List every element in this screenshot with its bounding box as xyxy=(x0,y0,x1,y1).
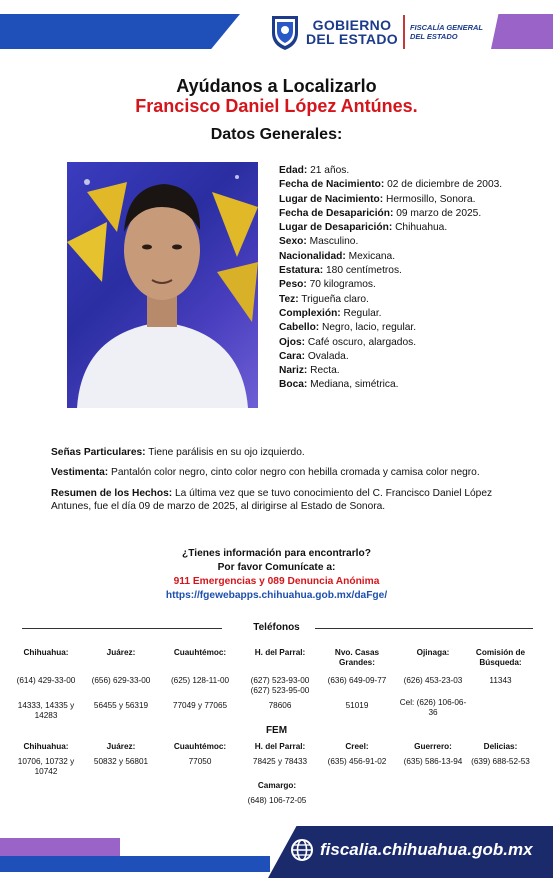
detail-label: Nacionalidad: xyxy=(279,250,346,262)
detail-value: Mediana, simétrica. xyxy=(307,379,399,391)
detail-value: Negro, lacio, regular. xyxy=(319,322,417,334)
phone-alt: 56455 y 56319 xyxy=(93,701,149,710)
cta-question: ¿Tienes información para encontrarlo? xyxy=(182,548,371,559)
phone-city: Ojinaga: xyxy=(416,648,450,657)
fem-city: Delicias: xyxy=(483,742,518,751)
fem-number: 50832 y 56801 xyxy=(93,757,149,766)
detail-row xyxy=(279,336,509,350)
phone-city: Nvo. Casas Grandes: xyxy=(334,648,380,667)
state-shield-icon xyxy=(270,13,300,51)
phone-alt: 78606 xyxy=(268,701,292,710)
general-details xyxy=(279,164,509,393)
phone-city: H. del Parral: xyxy=(254,648,306,657)
case-summary-value: La última vez que se tuvo conocimiento del C. Francisco Daniel López Antunes, fue el día 09 de marzo de 2025, al dirigirse al Estado de Sonora. xyxy=(51,488,493,512)
detail-label: Tez: xyxy=(279,293,299,305)
detail-value: 70 kilogramos. xyxy=(306,279,376,291)
footer-url-text: fiscalia.chihuahua.gob.mx xyxy=(320,840,533,859)
cta-url-link[interactable]: https://fgewebapps.chihuahua.gob.mx/daFge/ xyxy=(165,590,388,601)
detail-value: Regular. xyxy=(340,307,382,319)
phone-alt: 51019 xyxy=(345,701,369,710)
detail-value: Recta. xyxy=(307,365,340,377)
detail-label: Peso: xyxy=(279,279,307,291)
person-photo-illustration xyxy=(67,162,258,408)
fem-city: Cuauhtémoc: xyxy=(173,742,227,751)
detail-label: Complexión: xyxy=(279,307,341,319)
fem-city: Guerrero: xyxy=(414,742,452,751)
phone-number: (626) 453-23-03 xyxy=(403,676,463,685)
detail-row xyxy=(279,250,509,264)
cta-emergency: 911 Emergencias y 089 Denuncia Anónima xyxy=(173,576,380,587)
phone-number: (636) 649-09-77 xyxy=(327,676,387,685)
fem-number: (639) 688-52-53 xyxy=(471,757,530,766)
footer-bar-purple xyxy=(0,838,120,856)
page-title: Ayúdanos a Localizarlo xyxy=(176,76,377,96)
distinctive-marks-value: Tiene parálisis en su ojo izquierdo. xyxy=(145,447,305,458)
detail-row xyxy=(279,321,509,335)
detail-label: Nariz: xyxy=(279,365,308,377)
detail-value: 09 marzo de 2025. xyxy=(393,207,482,219)
detail-label: Ojos: xyxy=(279,336,306,348)
globe-icon xyxy=(290,838,314,862)
detail-value: Chihuahua. xyxy=(392,222,448,234)
phone-number: (656) 629-33-00 xyxy=(91,676,151,685)
phone-city: Chihuahua: xyxy=(23,648,69,657)
case-summary xyxy=(51,487,513,513)
distinctive-marks xyxy=(51,446,513,459)
fiscalia-line2: DEL ESTADO xyxy=(409,32,458,41)
section-title: Datos Generales: xyxy=(210,126,343,143)
phone-number: (625) 128-11-00 xyxy=(170,676,230,685)
detail-label: Edad: xyxy=(279,165,308,176)
detail-value: 180 centímetros. xyxy=(323,265,402,277)
detail-label: Sexo: xyxy=(279,236,307,248)
footer-website-link[interactable] xyxy=(290,838,533,862)
distinctive-marks-label: Señas Particulares: xyxy=(51,447,146,458)
detail-row xyxy=(279,350,509,364)
fem-city: Chihuahua: xyxy=(23,742,69,751)
phone-alt: 77049 y 77065 xyxy=(172,701,228,710)
detail-row xyxy=(279,221,509,235)
cta-subtitle: Por favor Comunícate a: xyxy=(217,562,336,573)
phones-title: Teléfonos xyxy=(253,622,300,633)
fem-number: (635) 456-91-02 xyxy=(327,757,387,766)
header-bar-left xyxy=(0,14,240,49)
gov-line1: GOBIERNO xyxy=(312,17,392,33)
detail-row xyxy=(279,364,509,378)
detail-row xyxy=(279,264,509,278)
government-logo xyxy=(270,12,483,52)
detail-row xyxy=(279,293,509,307)
detail-row xyxy=(279,378,509,392)
clothing xyxy=(51,466,513,479)
fem-city: Creel: xyxy=(345,742,369,751)
detail-label: Lugar de Desaparición: xyxy=(279,222,393,234)
detail-value: Mexicana. xyxy=(345,250,396,262)
detail-label: Lugar de Nacimiento: xyxy=(279,193,384,205)
detail-value: Ovalada. xyxy=(305,350,349,362)
detail-row xyxy=(279,164,509,178)
detail-label: Fecha de Desaparición: xyxy=(279,207,394,219)
fiscalia-line1: FISCALÍA GENERAL xyxy=(409,23,483,32)
clothing-value: Pantalón color negro, cinto color negro con hebilla cromada y camisa color negro. xyxy=(108,467,480,478)
detail-label: Fecha de Nacimiento: xyxy=(279,179,385,191)
phone-number: 11343 xyxy=(489,676,512,685)
phone-city: Juárez: xyxy=(106,648,136,657)
detail-row xyxy=(279,307,509,321)
header-bar-right xyxy=(491,14,553,49)
phone-number: (627) 523-93-00 (627) 523-95-00 xyxy=(250,676,310,695)
gov-line2: DEL ESTADO xyxy=(306,31,398,47)
detail-row xyxy=(279,235,509,249)
fem-number: 78425 y 78433 xyxy=(252,757,308,766)
fem-title: FEM xyxy=(265,725,288,736)
detail-label: Cara: xyxy=(279,350,306,362)
phone-alt: Cel: (626) 106-06-36 xyxy=(399,698,467,717)
detail-value: 21 años. xyxy=(307,165,350,176)
detail-value: Masculino. xyxy=(306,236,359,248)
phone-city: Comisión de Búsqueda: xyxy=(475,648,526,667)
detail-row xyxy=(279,193,509,207)
fem-number: 10706, 10732 y 10742 xyxy=(17,757,75,776)
phone-number: (614) 429-33-00 xyxy=(16,676,76,685)
detail-label: Estatura: xyxy=(279,265,324,277)
fem-number: (648) 106-72-05 xyxy=(247,796,307,805)
detail-value: Hermosillo, Sonora. xyxy=(383,193,476,205)
fem-city: H. del Parral: xyxy=(254,742,306,751)
contact-call-to-action xyxy=(0,547,553,603)
phone-city: Cuauhtémoc: xyxy=(173,648,227,657)
fem-city: Camargo: xyxy=(257,781,297,790)
person-photo xyxy=(67,162,258,408)
person-name: Francisco Daniel López Antúnes. xyxy=(135,96,418,116)
fem-city: Juárez: xyxy=(106,742,136,751)
detail-row xyxy=(279,178,509,192)
case-summary-label: Resumen de los Hechos: xyxy=(51,488,173,499)
logo-divider xyxy=(403,15,405,49)
clothing-label: Vestimenta: xyxy=(51,467,109,478)
detail-value: Café oscuro, alargados. xyxy=(305,336,417,348)
detail-label: Cabello: xyxy=(279,322,320,334)
detail-value: 02 de diciembre de 2003. xyxy=(384,179,503,191)
detail-row xyxy=(279,278,509,292)
detail-label: Boca: xyxy=(279,379,308,391)
fem-number: (635) 586-13-94 xyxy=(403,757,463,766)
footer-bar-blue xyxy=(0,856,270,872)
detail-row xyxy=(279,207,509,221)
detail-value: Trigueña claro. xyxy=(298,293,369,305)
phone-alt: 14333, 14335 y 14283 xyxy=(17,701,75,720)
fem-number: 77050 xyxy=(188,757,212,766)
